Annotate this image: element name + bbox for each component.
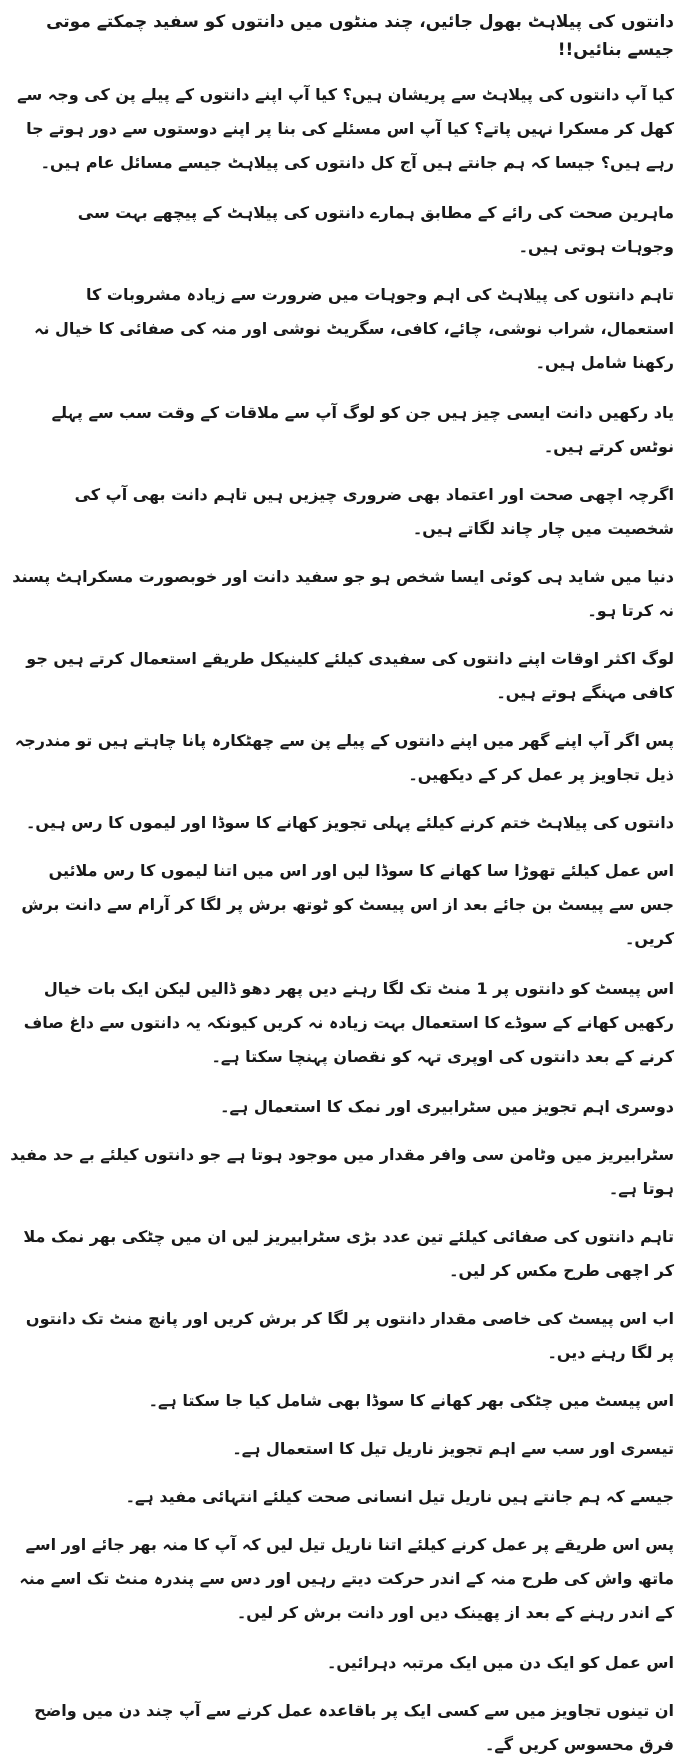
paragraph-vitamin-c: سٹرابیریز میں وٹامن سی وافر مقدار میں موجود ہوتا ہے جو دانتوں کیلئے بے حد مفید ہوتا ہے۔	[10, 1145, 674, 1198]
paragraph-conclusion: ان تینوں تجاویز میں سے کسی ایک پر باقاعدہ عمل کرنے سے آپ چند دن میں واضح فرق محسوس کریں گے۔	[34, 1701, 674, 1754]
paragraph-tip-three-method: پس اس طریقے پر عمل کرنے کیلئے اتنا ناریل تیل لیں کہ آپ کا منہ بھر جائے اور اسے ماتھ واش کی طرح منہ کے اندر حرکت دیتے رہیں اور دس سے پندرہ منٹ تک اسے منہ کے اندر رہنے کے بعد از پھینک دیں اور دانت برش کر لیں۔	[19, 1535, 674, 1622]
paragraph-tip-two-brush: اب اس پیسٹ کی خاصی مقدار دانتوں پر لگا کر برش کریں اور پانچ منٹ تک دانتوں پر لگا رہنے دیں۔	[25, 1309, 674, 1362]
paragraph-intro: کیا آپ دانتوں کی پیلاہٹ سے پریشان ہیں؟ کیا آپ اپنے دانتوں کے پیلے پن کی وجہ سے کھل کر مسکرا نہیں پاتے؟ کیا آپ اس مسئلے کی بنا پر اپنے دوستوں سے دور ہوتے جا رہے ہیں؟ جیسا کہ ہم جانتے ہیں آج کل دانتوں کی پیلاہٹ جیسے مسائل عام ہیں۔	[17, 85, 674, 172]
paragraph-repeat: اس عمل کو ایک دن میں ایک مرتبہ دہرائیں۔	[327, 1653, 674, 1672]
paragraph-tip-two: دوسری اہم تجویز میں سٹرابیری اور نمک کا استعمال ہے۔	[220, 1097, 674, 1116]
paragraph-causes: تاہم دانتوں کی پیلاہٹ کی اہم وجوہات میں ضرورت سے زیادہ مشروبات کا استعمال، شراب نوشی، چائے، کافی، سگریٹ نوشی اور منہ کی صفائی کا خیال نہ رکھنا شامل ہیں۔	[34, 285, 674, 372]
paragraph-home-tips: پس اگر آپ اپنے گھر میں اپنے دانتوں کے پیلے پن سے چھٹکارہ پانا چاہتے ہیں تو مندرجہ ذیل تجاویز پر عمل کر کے دیکھیں۔	[14, 731, 674, 784]
paragraph-tip-one-method: اس عمل کیلئے تھوڑا سا کھانے کا سوڈا لیں اور اس میں اتنا لیموں کا رس ملائیں جس سے پیسٹ بن جائے بعد از اس پیسٹ کو ٹوتھ برش پر لگا کر آرام سے دانت برش کریں۔	[21, 861, 674, 948]
paragraph-white-smile: دنیا میں شاید ہی کوئی ایسا شخص ہو جو سفید دانت اور خوبصورت مسکراہٹ پسند نہ کرتا ہو۔	[12, 567, 674, 620]
paragraph-clinical: لوگ اکثر اوقات اپنے دانتوں کی سفیدی کیلئے کلینیکل طریقے استعمال کرتے ہیں جو کافی مہنگے ہوتے ہیں۔	[26, 649, 674, 702]
paragraph-tip-two-soda: اس پیسٹ میں چٹکی بھر کھانے کا سوڈا بھی شامل کیا جا سکتا ہے۔	[148, 1391, 674, 1410]
paragraph-personality: اگرچہ اچھی صحت اور اعتماد بھی ضروری چیزیں ہیں تاہم دانت بھی آپ کی شخصیت میں چار چاند لگاتے ہیں۔	[74, 485, 674, 538]
paragraph-tip-one: دانتوں کی پیلاہٹ ختم کرنے کیلئے پہلی تجویز کھانے کا سوڈا اور لیموں کا رس ہیں۔	[26, 813, 674, 832]
article-title: دانتوں کی پیلاہٹ بھول جائیں، چند منٹوں میں دانتوں کو سفید چمکتے موتی جیسے بنائیں!!	[46, 12, 674, 60]
paragraph-tip-three: تیسری اور سب سے اہم تجویز ناریل تیل کا استعمال ہے۔	[232, 1439, 674, 1458]
paragraph-experts: ماہرین صحت کی رائے کے مطابق ہمارے دانتوں کی پیلاہٹ کے پیچھے بہت سی وجوہات ہوتی ہیں۔	[77, 203, 674, 256]
paragraph-tip-one-caution: اس پیسٹ کو دانتوں پر 1 منٹ تک لگا رہنے دیں پھر دھو ڈالیں لیکن ایک بات خیال رکھیں کھانے کے سوڈے کا استعمال بہت زیادہ نہ کریں کیونکہ یہ دانتوں سے داغ صاف کرنے کے بعد دانتوں کی اوپری تہہ کو نقصان پہنچا سکتا ہے۔	[23, 979, 674, 1066]
paragraph-coconut-benefit: جیسے کہ ہم جانتے ہیں ناریل تیل انسانی صحت کیلئے انتہائی مفید ہے۔	[125, 1487, 674, 1506]
paragraph-tip-two-method: تاہم دانتوں کی صفائی کیلئے تین عدد بڑی سٹرابیریز لیں ان میں چٹکی بھر نمک ملا کر اچھی طرح مکس کر لیں۔	[23, 1227, 674, 1280]
paragraph-first-notice: یاد رکھیں دانت ایسی چیز ہیں جن کو لوگ آپ سے ملاقات کے وقت سب سے پہلے نوٹس کرتے ہیں۔	[51, 403, 674, 456]
